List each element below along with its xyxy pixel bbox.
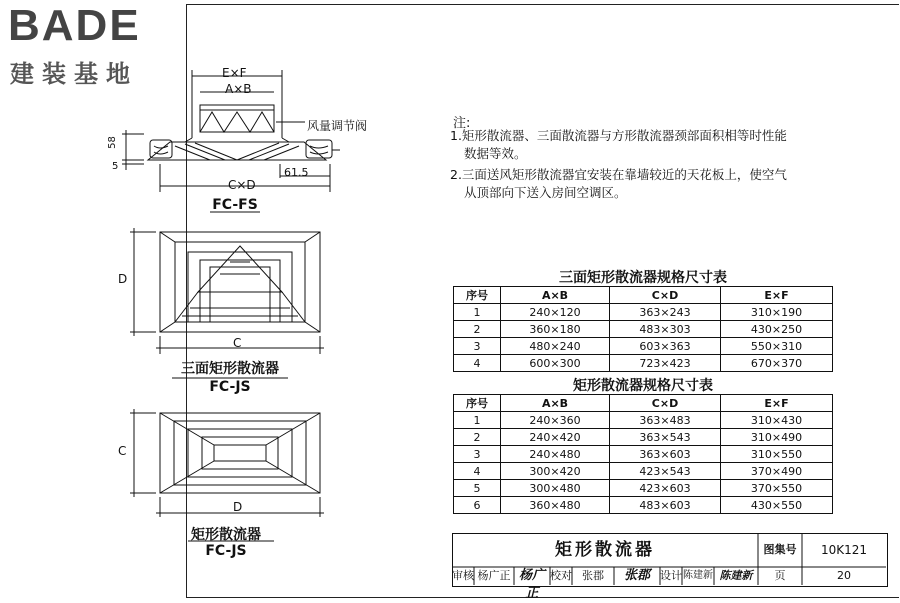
table-cell: 5 [454, 480, 501, 497]
table1 [453, 286, 833, 372]
three-side-code: FC-JS [209, 379, 251, 395]
brand-subtitle: 建装基地 [10, 60, 138, 88]
table-row [454, 412, 833, 429]
table-row [454, 497, 833, 514]
brand-logo: BADE [8, 1, 141, 50]
table2-header: E×F [721, 395, 833, 412]
table-cell: 723×423 [610, 355, 721, 372]
table-cell: 363×603 [610, 446, 721, 463]
table-cell: 4 [454, 463, 501, 480]
note-line-2: 数据等效。 [464, 146, 527, 161]
dim-cd: C×D [228, 178, 256, 192]
note-line-4: 从顶部向下送入房间空调区。 [464, 185, 627, 200]
table-cell: 370×490 [721, 463, 833, 480]
rect-dim-d: D [233, 500, 243, 514]
table-cell: 1 [454, 412, 501, 429]
note-line-3: 2.三面送风矩形散流器宜安装在靠墙较近的天花板上，使空气 [450, 167, 787, 182]
table1-header: E×F [721, 287, 833, 304]
table-cell: 360×480 [501, 497, 610, 514]
three-side-dim-c: C [233, 336, 242, 350]
table-cell: 3 [454, 446, 501, 463]
table-cell: 310×550 [721, 446, 833, 463]
page-label: 页 [774, 569, 786, 582]
table-row [454, 446, 833, 463]
table-cell: 240×480 [501, 446, 610, 463]
table-row [454, 355, 833, 372]
dim-61-5: 61.5 [284, 166, 309, 179]
notes-heading: 注: [453, 116, 471, 131]
table-cell: 603×363 [610, 338, 721, 355]
table1-header: C×D [610, 287, 721, 304]
table-row [454, 480, 833, 497]
dim-58: 58 [106, 136, 118, 149]
page-number: 20 [837, 569, 851, 582]
table-cell: 2 [454, 321, 501, 338]
atlas-number: 10K121 [820, 543, 868, 557]
title-block-signatures [452, 567, 886, 601]
reviewer-signature: 杨广正 [518, 568, 545, 601]
table-cell: 423×543 [610, 463, 721, 480]
table-cell: 240×360 [501, 412, 610, 429]
table1-header-row [454, 287, 833, 304]
drawing-title: 矩形散流器 [555, 540, 655, 560]
table-row [454, 463, 833, 480]
table-row [454, 338, 833, 355]
designer-signature: 陈建新 [719, 569, 753, 582]
rect-name: 矩形散流器 [191, 527, 261, 543]
table-cell: 363×243 [610, 304, 721, 321]
checker-signature: 张郡 [623, 568, 650, 583]
table-cell: 483×303 [610, 321, 721, 338]
note-line-1: 1.矩形散流器、三面散流器与方形散流器颈部面积相等时性能 [450, 128, 787, 143]
atlas-label: 图集号 [763, 543, 797, 556]
designer-name: 陈建新 [683, 570, 713, 581]
table1-header: A×B [501, 287, 610, 304]
table1-header: 序号 [454, 287, 501, 304]
table-cell: 600×300 [501, 355, 610, 372]
table-cell: 310×430 [721, 412, 833, 429]
damper-label: 风量调节阀 [307, 119, 368, 133]
table-cell: 240×120 [501, 304, 610, 321]
table-cell: 310×490 [721, 429, 833, 446]
table-cell: 430×550 [721, 497, 833, 514]
table-row [454, 321, 833, 338]
table1-title: 三面矩形散流器规格尺寸表 [559, 270, 727, 286]
table-cell: 310×190 [721, 304, 833, 321]
table-cell: 300×480 [501, 480, 610, 497]
table2-header-row [454, 395, 833, 412]
dim-ef: E×F [222, 66, 247, 80]
fc-fs-label: FC-FS [212, 197, 258, 213]
table-cell: 550×310 [721, 338, 833, 355]
table2-header: C×D [610, 395, 721, 412]
rect-code: FC-JS [205, 543, 247, 559]
review-label: 审核 [452, 569, 474, 582]
rect-dim-c: C [118, 444, 127, 458]
table-cell: 480×240 [501, 338, 610, 355]
table-row [454, 304, 833, 321]
table-cell: 363×543 [610, 429, 721, 446]
dim-ab: A×B [225, 82, 252, 96]
table-cell: 240×420 [501, 429, 610, 446]
checker-name: 张郡 [582, 569, 604, 582]
dim-5: 5 [112, 161, 119, 172]
table-cell: 670×370 [721, 355, 833, 372]
table-cell: 483×603 [610, 497, 721, 514]
table-cell: 4 [454, 355, 501, 372]
table-cell: 363×483 [610, 412, 721, 429]
table2-header: 序号 [454, 395, 501, 412]
table-cell: 6 [454, 497, 501, 514]
table-cell: 430×250 [721, 321, 833, 338]
table-cell: 1 [454, 304, 501, 321]
table-cell: 423×603 [610, 480, 721, 497]
design-label: 设计 [660, 569, 682, 582]
reviewer-name: 杨广正 [477, 569, 511, 582]
table-cell: 3 [454, 338, 501, 355]
three-side-dim-d: D [118, 272, 128, 286]
table-cell: 370×550 [721, 480, 833, 497]
check-label: 校对 [550, 569, 572, 582]
table-cell: 300×420 [501, 463, 610, 480]
three-side-name: 三面矩形散流器 [181, 361, 279, 377]
table-cell: 360×180 [501, 321, 610, 338]
table-row [454, 429, 833, 446]
table2-title: 矩形散流器规格尺寸表 [573, 378, 713, 394]
table2 [453, 394, 833, 514]
table2-header: A×B [501, 395, 610, 412]
table-cell: 2 [454, 429, 501, 446]
